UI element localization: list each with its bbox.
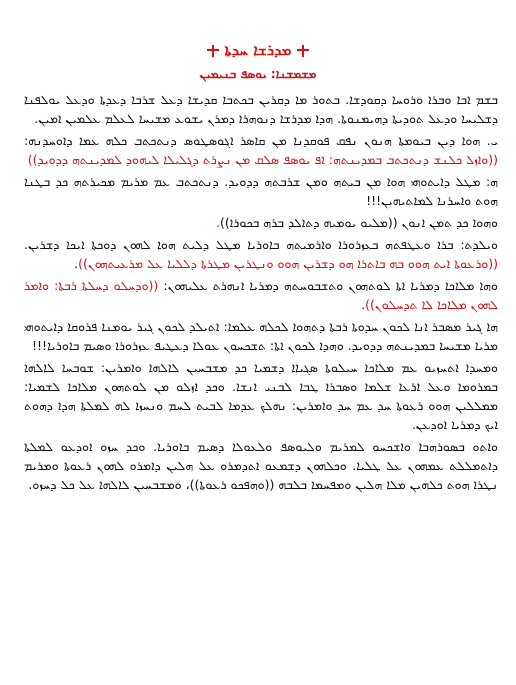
text-segment: ܒܫܡ ܐܒܐ ܘܒܪܐ ܘܪܘܚܐ ܕܩܘܕܫܐ. ܒܬܘܪ ܡܐ ܕܩܪܝܢ ܒܟܬܒܐ ܩܕܝܫܐ ܕܥܠ ܫܪܒܐ ܕܥܕܬܐ ܘܕܥܠ ܝܘܠܦܢܐ ܕܫܠܝܚܐ ܘܕܥܠ ܬܘܕܝܬܐ ܕܗܝܡܢܘܬܐ. ܗܕܐ ܡܕܪܫܐ ܕܢܘܗܪܐ ܕܡܪܢ ܝܫܘܥ ܡܫܝܚܐ ܠܥܠܡ ܥܠܡܝܢ ܐܡܝܢ.: [24, 92, 498, 126]
red-text-segment: ((ܘܐܙܠ ܟܠܢܫ ܕܢܬܟܬܒ ܒܡܕܝܢܬܗ: ܐܦ ܝܘܣܦ ܣܠܩ ܡܢ ܢܨܪܬ ܕܓܠܝܠܐ ܠܝܗܘܕ ܠܡܕܝܢܬܗ ܕܕܘܝܕ)): [27, 152, 498, 167]
body-paragraph: [24, 276, 498, 314]
body-paragraph: [24, 172, 498, 210]
document-title-row: [0, 40, 516, 60]
body-paragraph: [24, 235, 498, 273]
body-paragraph: [24, 90, 498, 128]
cross-icon: [297, 45, 309, 57]
text-segment: .: [361, 297, 366, 312]
red-text-segment: .: [216, 215, 220, 230]
document-body: [24, 90, 498, 497]
document-title: ܡܕܪܫܐ ܚܕܬܐ: [224, 41, 292, 59]
body-paragraph: [24, 131, 498, 169]
text-segment: ܘܗܐ ܡܠܐܟܐ ܕܡܪܝܐ ܐܬܐ ܠܘܬܗܘܢ ܘܬܫܒܘܚܬܗ ܕܡܪܝܐ ܐܢܗܪܬ ܥܠܝܗܘܢ:: [158, 278, 498, 293]
text-segment: ܘܝܠܕܬ: ܒܪܐ ܘܥܛܦܬܗ ܒܥܙܪܘܪܐ ܘܐܪܡܝܬܗ ܒܐܘܪܝܐ ܡܛܠ ܕܠܝܬ ܗܘܐ ܠܗܘܢ ܕܘܟܬܐ ܐܝܟܐ ܕܫܪܝܢ.: [24, 237, 498, 252]
red-text-segment: ((ܘܪܥܘܬܐ ܐܝܬ ܗܘܘ ܒܗ ܒܐܬܪܐ ܗܘ ܕܫܪܝܢ ܗܘܘ ܘܢܛܪܝܢ ܡܛܪܬܐ ܕܠܠܝܐ ܥܠ ܡܪܥܝܬܗܘܢ)): [78, 256, 498, 271]
body-paragraph: [24, 213, 498, 232]
body-paragraph: [24, 358, 498, 434]
text-segment: ܘܗܘܐ ܟܕ ܬܡܢ ܐܢܘܢ ((ܡܠܝܘ ܝܘܡܝܗ ܕܬܐܠܕ ܒܪܗ ܒܟܘܪܐ)): [220, 215, 498, 230]
text-segment: ܘܐܬܘ ܒܣܘܪܗܒܐ ܘܐܫܟܚܘ ܠܡܪܝܡ ܘܠܝܘܣܦ ܘܠܥܘܠܐ ܕܣܝܡ ܒܐܘܪܝܐ. ܘܟܕ ܚܙܘ ܐܘܕܥܘ ܠܡܠܬܐ ܕܐܬܡܠܠܬ ܥܡܗܘܢ ܥܠ ܛܠܝܐ. ܘܟܠܗܘܢ ܕܫܡܥܘ ܐܬܕܡܪܘ ܥܠ ܗܠܝܢ ܕܐܡܪܘ ܠܗܘܢ ܪܥܘܬܐ ܘܡܪܝܡ ܢܛܪܐ ܗܘܬ ܟܠܗܝܢ ܡܠܐ ܗܠܝܢ ܘܡܦܚܡܐ ܒܠܒܗ ((ܘܗܦܟܘ ܪܥܘܬܐ))، ܘܡܫܒܚܝܢ ܠܐܠܗܐ ܥܠ ܟܠ ܕܚܙܘ.: [24, 439, 498, 492]
text-segment: ܝ. ܗܘܐ ܕܝܢ ܒܝܘܡܬܐ ܗܢܘܢ ܢܦܩ ܦܘܩܕܢܐ ܡܢ ܩܐܣܪ ܐܓܘܣܛܘܣ ܕܢܬܟܬܒ ܟܠܗ ܥܡܐ ܕܐܘܚܕܢܗ:: [24, 133, 498, 148]
text-segment: .: [74, 256, 79, 271]
cross-icon: [207, 45, 219, 57]
body-paragraph: [24, 437, 498, 494]
text-segment: ܗ: ܡܛܠ ܕܐܝܬܘܗܝ ܗܘܐ ܡܢ ܒܝܬܗ ܘܡܢ ܫܪܒܬܗ ܕܕܘܝܕ. ܕܢܬܟܬܒ ܥܡ ܡܪܝܡ ܡܟܝܪܬܗ ܟܕ ܒܛܢܐ ܗܘܬ ܘܐܚܪܢܐ ܠܡܐܬܝܗܝܢ!!!: [24, 174, 498, 208]
document-subtitle: ܡܫܡܫܢܐ: ܝܘܣܦ ܒܢܝܡܝܢ: [199, 67, 317, 81]
text-segment: ܘܡܚܕܐ ܐܬܚܙܝܘ ܥܡ ܡܠܐܟܐ ܚܝܠܘܬܐ ܣܓܝܐܐ ܕܫܡܝܐ ܟܕ ܡܫܒܚܝܢ ܠܐܠܗܐ ܘܐܡܪܝܢ: ܫܘܒܚܐ ܠܐܠܗܐ ܒܡܪܘܡܐ ܘܥܠ ܐܪܥܐ ܫܠܡܐ ܘܣܒܪܐ ܛܒܐ ܠܒܢܝ ܐܢܫܐ. ܘܟܕ ܐܙܠܘ ܡܢ ܠܘܬܗܘܢ ܡܠܐܟܐ ܠܫܡܝܐ: ܡܡܠܠܝܢ ܗܘܘ ܪܥܘܬܐ ܚܕ ܥܡ ܚܕ ܘܐܡܪܝܢ: ܢܗܠܟ ܥܕܡܐ ܠܒܝܬ ܠܚܡ ܘܢܚܙܐ ܠܗ ܠܡܠܬܐ ܗܕܐ ܕܗܘܬ ܐܝܟ ܕܡܪܝܐ ܐܘܕܥܢ.: [24, 360, 498, 432]
body-paragraph: [24, 317, 498, 355]
red-text-segment: ((ܘܕܚܠܘ ܕܚܠܬܐ ܪܒܬܐ: ܘܐܡܪ ܠܗܘܢ ܡܠܐܟܐ ܠܐ ܬܕܚܠܘܢ)): [24, 278, 498, 312]
text-segment: ܗܐ ܓܝܪ ܡܣܒܪ ܐܢܐ ܠܟܘܢ ܚܕܘܬܐ ܪܒܬܐ ܕܬܗܘܐ ܠܟܠܗ ܥܠܡܐ: ܐܬܝܠܕ ܠܟܘܢ ܓܝܪ ܝܘܡܢܐ ܦܪܘܩܐ ܕܐܝܬܘܗܝ ܡܪܝܐ ܡܫܝܚܐ ܒܡܕܝܢܬܗ ܕܕܘܝܕ. ܘܗܕܐ ܠܟܘܢ ܐܬܐ: ܬܫܟܚܘܢ ܥܘܠܐ ܕܥܛܝܦ ܥܙܪܘܪܐ ܘܣܝܡ ܒܐܘܪܝܐ!!!: [24, 319, 498, 353]
